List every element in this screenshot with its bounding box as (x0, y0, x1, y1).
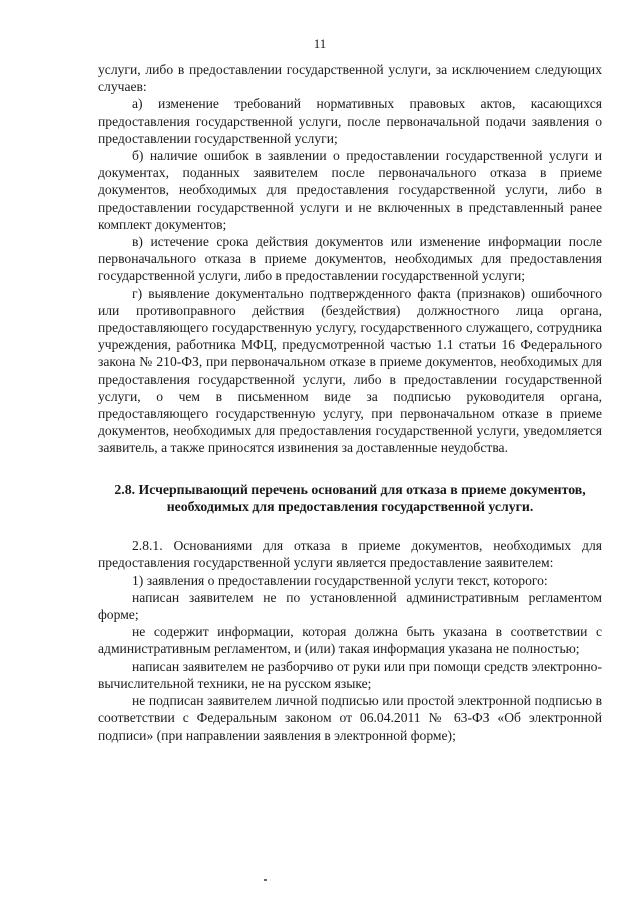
page-number: 11 (313, 36, 327, 51)
paragraph: услуги, либо в предоставлении государственной услуги, за исключением следующих случаев: (98, 62, 602, 95)
paragraph: написан заявителем не по установленной административным регламентом форме; (98, 589, 602, 623)
paragraph: 2.8.1. Основаниями для отказа в приеме документов, необходимых для предоставления государственной услуги является предоставление заявителем: (98, 538, 602, 571)
paragraph: не содержит информации, которая должна быть указана в соответствии с административным регламентом, и (или) такая информация указана не полностью; (98, 624, 602, 657)
paragraph: написан заявителем не разборчиво от руки или при помощи средств электронно-вычислительной техники, не на русском языке; (98, 658, 602, 691)
paragraph: не подписан заявителем личной подписью или простой электронной подписью в соответствии с Федеральным законом от 06.04.2011 № 63-ФЗ «Об электронной подписи» (при направлении заявления в электронной форме); (98, 693, 602, 743)
paragraph: в) истечение срока действия документов или изменение информации после первоначального отказа в приеме документов, необходимых для предоставления государственной услуги, либо в предоставлении государственной услуги; (98, 234, 602, 284)
paragraph: б) наличие ошибок в заявлении о предоставлении государственной услуги и документах, поданных заявителем после первоначального отказа в приеме документов, необходимых для предоставления государственной услуги, либо в предоставлении государственной услуги и не включенных в представленный ранее комплект документов; (98, 148, 602, 232)
paragraph: г) выявление документально подтвержденного факта (признаков) ошибочного или противоправного действия (бездействия) должностного лица органа, предоставляющего государственную услугу, государственного служащего, сотрудника учреждения, работника МФЦ, предусмотренной частью 1.1 статьи 16 Федерального закона № 210-ФЗ, при первоначальном отказе в приеме документов, необходимых для предоставления государственной услуги, либо в предоставлении государственной услуги, о чем в письменном виде за подписью руководителя органа, предоставляющего государственную услугу, при первоначальном отказе в приеме документов, необходимых для предоставления государственной услуги, уведомляется заявитель, а также приносятся извинения за доставленные неудобства. (98, 285, 602, 456)
paragraph: 1) заявления о предоставлении государственной услуги текст, которого: (132, 572, 548, 588)
paragraph: а) изменение требований нормативных правовых актов, касающихся предоставления государственной услуги, после первоначальной подачи заявления о предоставлении государственной услуги; (98, 96, 602, 146)
scan-speck (264, 879, 267, 881)
document-body (98, 61, 602, 744)
section-heading: 2.8. Исчерпывающий перечень оснований для отказа в приеме документов, необходимых для предоставления государственной услуги. (114, 481, 586, 515)
